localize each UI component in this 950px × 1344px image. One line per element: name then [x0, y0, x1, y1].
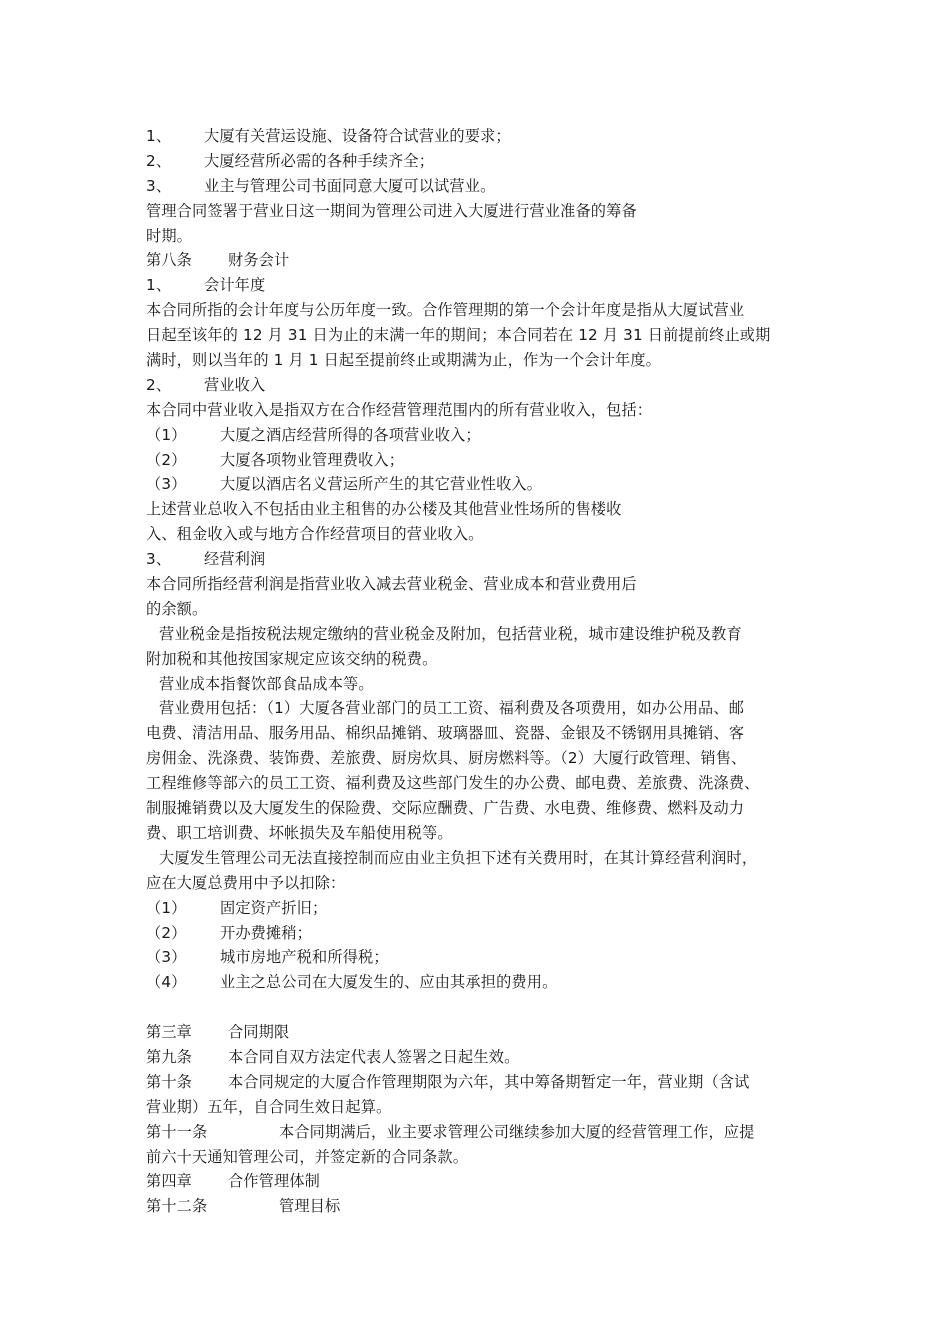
item-number: （3） — [146, 475, 187, 494]
section-number: 3、 — [146, 550, 172, 569]
paragraph-line: 入、租金收入或与地方合作经营项目的营业收入。 — [146, 525, 484, 544]
paragraph-line: 营业成本指餐饮部食品成本等。 — [159, 674, 374, 693]
item-number: 2、 — [146, 151, 172, 170]
item-number: （2） — [146, 923, 187, 942]
item-number: 1、 — [146, 127, 172, 145]
paragraph-line: 电费、清洁用品、服务用品、棉织品摊销、玻璃器皿、瓷器、金银及不锈钢用具摊销、客 — [146, 724, 745, 743]
paragraph-line: 上述营业总收入不包括由业主租售的办公楼及其他营业性场所的售楼收 — [146, 500, 622, 519]
paragraph-line: 工程维修等部六的员工工资、福利费及这些部门发生的办公费、邮电费、差旅费、洗涤费、 — [146, 774, 760, 793]
paragraph-line: 本合同所指经营利润是指营业收入减去营业税金、营业成本和营业费用后 — [146, 575, 637, 594]
item-number: （1） — [146, 425, 187, 444]
section-title: 营业收入 — [204, 375, 266, 394]
article-label: 第八条 — [146, 251, 193, 270]
item-text: 大厦各项物业管理费收入； — [220, 450, 405, 469]
paragraph-line: 本合同所指的会计年度与公历年度一致。合作管理期的第一个会计年度是指从大厦试营业 — [146, 301, 745, 320]
article-line — [146, 1045, 816, 1070]
document-page — [146, 124, 816, 1219]
deduct-item — [146, 945, 816, 970]
section-number: 1、 — [146, 276, 172, 295]
blank-line — [146, 995, 816, 1020]
item-text: 城市房地产税和所得税； — [220, 948, 389, 967]
chapter-label: 第四章 — [146, 1172, 193, 1191]
section-title: 会计年度 — [204, 276, 266, 295]
paragraph-line: 费、职工培训费、坏帐损失及车船使用税等。 — [146, 823, 453, 842]
paragraph-line: 应在大厦总费用中予以扣除： — [146, 873, 346, 892]
chapter-label: 第三章 — [146, 1023, 193, 1042]
chapter-heading — [146, 1020, 816, 1045]
paragraph-line: 管理合同签署于营业日这一期间为管理公司进入大厦进行营业准备的筹备 — [146, 201, 637, 220]
deduct-item — [146, 921, 816, 946]
article-heading — [146, 248, 816, 273]
article-label: 第十一条 — [146, 1122, 208, 1141]
income-item — [146, 423, 816, 448]
item-text: 大厦经营所必需的各种手续齐全； — [204, 151, 435, 170]
article-heading — [146, 1194, 816, 1219]
item-text: 大厦以酒店名义营运所产生的其它营业性收入。 — [220, 475, 543, 494]
condition-item — [146, 124, 816, 149]
item-text: 业主之总公司在大厦发生的、应由其承担的费用。 — [220, 973, 558, 992]
paragraph-line: 营业费用包括：（1）大厦各营业部门的员工工资、福利费及各项费用，如办公用品、邮 — [159, 699, 745, 718]
paragraph-line: 制服摊销费以及大厦发生的保险费、交际应酬费、广告费、水电费、维修费、燃料及动力 — [146, 799, 745, 818]
article-text: 本合同自双方法定代表人签署之日起生效。 — [228, 1047, 520, 1066]
paragraph-line: 大厦发生管理公司无法直接控制而应由业主负担下述有关费用时，在其计算经营利润时， — [159, 848, 758, 867]
condition-item — [146, 174, 816, 199]
article-label: 第十条 — [146, 1072, 193, 1091]
paragraph-line: 时期。 — [146, 226, 193, 245]
deduct-item — [146, 896, 816, 921]
condition-item — [146, 149, 816, 174]
section-heading — [146, 273, 816, 298]
chapter-heading — [146, 1169, 816, 1194]
paragraph-line: 日起至该年的 12 月 31 日为止的末满一年的期间；本合同若在 12 月 31 日前提前终止或期 — [146, 326, 771, 345]
deduct-item — [146, 970, 816, 995]
section-title: 经营利润 — [204, 550, 266, 569]
section-number: 2、 — [146, 375, 172, 394]
article-label: 第十二条 — [146, 1197, 208, 1216]
article-text: 本合同期满后，业主要求管理公司继续参加大厦的经营管理工作，应提 — [279, 1122, 755, 1141]
item-number: （2） — [146, 450, 187, 469]
article-title: 管理目标 — [279, 1197, 341, 1216]
article-title: 财务会计 — [228, 251, 290, 270]
item-text: 固定资产折旧； — [220, 898, 328, 917]
chapter-title: 合同期限 — [228, 1023, 290, 1042]
article-text: 本合同规定的大厦合作管理期限为六年，其中筹备期暂定一年，营业期（含试 — [228, 1072, 750, 1091]
item-text: 业主与管理公司书面同意大厦可以试营业。 — [204, 176, 496, 195]
section-heading — [146, 373, 816, 398]
chapter-title: 合作管理体制 — [228, 1172, 321, 1191]
article-line — [146, 1120, 816, 1145]
item-text: 大厦之酒店经营所得的各项营业收入； — [220, 425, 481, 444]
paragraph-line: 房佣金、洗涤费、装饰费、差旅费、厨房炊具、厨房燃料等。（2）大厦行政管理、销售、 — [146, 749, 747, 768]
section-heading — [146, 547, 816, 572]
income-item — [146, 448, 816, 473]
paragraph-line: 附加税和其他按国家规定应该交纳的税费。 — [146, 649, 438, 668]
paragraph-line: 营业期）五年，自合同生效日起算。 — [146, 1097, 392, 1116]
article-line — [146, 1070, 816, 1095]
item-number: （1） — [146, 898, 187, 917]
item-number: （4） — [146, 973, 187, 992]
item-text: 大厦有关营运设施、设备符合试营业的要求； — [204, 127, 511, 145]
paragraph-line: 本合同中营业收入是指双方在合作经营管理范围内的所有营业收入，包括： — [146, 400, 653, 419]
item-text: 开办费摊稍； — [220, 923, 313, 942]
item-number: 3、 — [146, 176, 172, 195]
article-label: 第九条 — [146, 1047, 193, 1066]
income-item — [146, 472, 816, 497]
paragraph-line: 满时，则以当年的 1 月 1 日起至提前终止或期满为止，作为一个会计年度。 — [146, 351, 661, 370]
paragraph-line: 营业税金是指按税法规定缴纳的营业税金及附加，包括营业税，城市建设维护税及教育 — [159, 624, 742, 643]
item-number: （3） — [146, 948, 187, 967]
paragraph-line: 的余额。 — [146, 599, 208, 618]
paragraph-line: 前六十天通知管理公司，并签定新的合同条款。 — [146, 1147, 469, 1166]
